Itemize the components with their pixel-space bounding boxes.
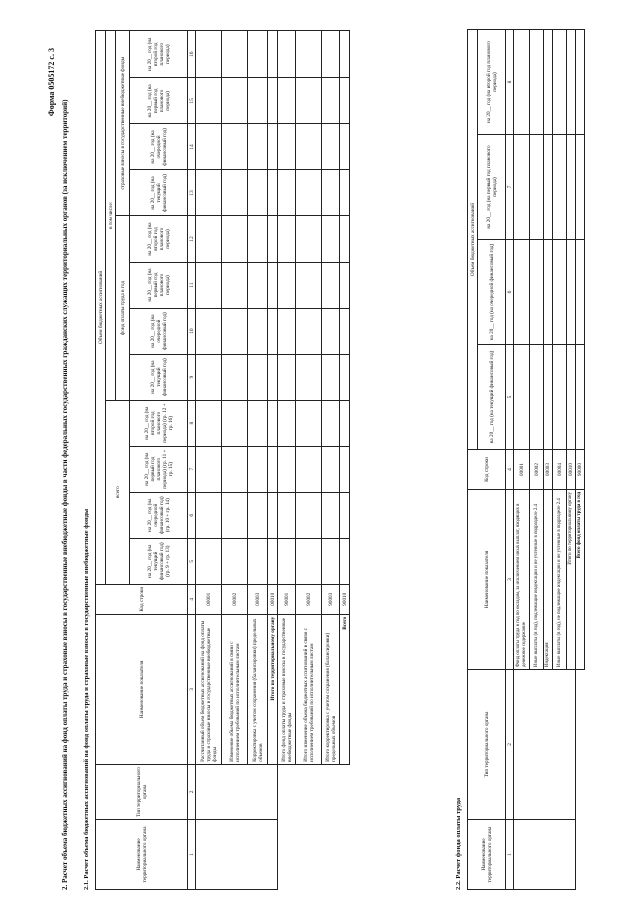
table-row: Изменение объема бюджетных ассигнований в связи с исполнением требований по исполнительным листам 00002 (222, 31, 248, 890)
header-incl: в том числе: (106, 31, 116, 401)
rotated-form (45, 30, 605, 890)
t2-header-type: Тип территориального органа (468, 670, 506, 820)
header-year-next: на 20__ год (на очередной финансовый год) (гр. 10 + гр. 14) (130, 492, 188, 538)
header-volume: Объем бюджетных ассигнований (96, 31, 106, 585)
table-row: Итого по территориальному органу 00010 (268, 31, 278, 890)
t2-header-year-first: на 20__ год (на первый год планового периода) (478, 135, 506, 240)
t2-header-volume: Объем бюджетных ассигнований (468, 29, 478, 449)
table-row: Всего 90010 (340, 31, 350, 890)
table-row: Индексация 00003 (544, 29, 553, 889)
table-row: Иные выплаты (в год), подлежащие индексации и не учтенные в подразделе 2.4 00002 (530, 29, 544, 889)
header-fot-cur: на 20__ год (на текущий финансовый год) (130, 354, 188, 400)
table-row: Итого изменение объема бюджетных ассигнований в связи с исполнением требований по исполнительным листам 90002 (296, 31, 322, 890)
t2-header-name: Наименование территориального органа (468, 820, 506, 890)
table-payroll-fund (467, 29, 585, 890)
section-1-title: 2. Расчет объема бюджетных ассигнований на фонд оплаты труда и страховые взносы в государственные внебюджетные фонды в части федеральных государственных гражданских служащих территориальных органов (за исключением территорий) (61, 99, 69, 890)
table-row: Корректировка с учетом сохранения (балансировки) предельных объемов 00003 (248, 31, 268, 890)
t2-header-code: Код строки (468, 450, 506, 490)
column-numbers-row: 1 2 3 4 5 6 7 8 9 10 11 12 13 14 15 16 (188, 31, 196, 890)
header-code: Код строки (96, 584, 188, 614)
t2-header-indicator: Наименование показателя (468, 490, 506, 670)
table-row: Фонд оплаты труда в год по окладам, за исключением иных выплат, входящих в денежное содержание 00001 (514, 29, 530, 889)
header-ins-first: на 20__ год (на первый год планового периода) (130, 78, 188, 124)
table-row: Иные выплаты (в год), не подлежащие индексации и не учтенные в подразделе 2.4 00004 (553, 29, 567, 889)
header-ins-cur: на 20__ год (на текущий финансовый год) (130, 170, 188, 216)
header-name: Наименование территориального органа (96, 819, 188, 889)
header-fot: фонд оплаты труда в год (116, 216, 130, 400)
header-fot-second: на 20__ год (на второй год планового периода) (130, 216, 188, 262)
form-code: Форма 0505172 с. 3 (47, 48, 56, 117)
header-year-cur: на 20__ год (на текущий финансовый год) (гр. 9 + гр. 13) (130, 538, 188, 584)
t2-header-year-next: на 20__ год (на очередной финансовый год) (478, 240, 506, 345)
header-ins-next: на 20__ год (на очередной финансовый год) (130, 124, 188, 170)
header-ins-second: на 20__ год (на второй год планового периода) (130, 31, 188, 78)
header-year-first: на 20__ год (на первый год планового периода) (гр. 11 + гр. 15) (130, 446, 188, 492)
header-fot-next: на 20__ год (на очередной финансовый год) (130, 308, 188, 354)
header-fot-first: на 20__ год (на первый год планового периода) (130, 262, 188, 308)
table-row: Рассчитанный объем бюджетных ассигнований на фонд оплаты труда и страховые взносы в государственные внебюджетные фонды 00001 (196, 31, 222, 890)
header-total: всего (106, 400, 130, 584)
header-insurance: страховые взносы в государственные внебюджетные фонды (116, 31, 130, 216)
t2-header-year-second: на 20__ год (на второй год планового периода) (478, 29, 506, 134)
table-row: Всего фонд оплаты труда в год 90000 (576, 29, 585, 889)
t2-column-numbers-row: 1 2 3 4 5 6 7 8 (506, 29, 514, 889)
section-2-1-title: 2.1. Расчет объема бюджетных ассигнований на фонд оплаты труда и страховые взносы в государственные внебюджетные фонды (83, 508, 90, 890)
table-row: Итого корректировка с учетом сохранения (балансировки) предельных объемов 90003 (322, 31, 340, 890)
table-budget-allocation (95, 30, 350, 890)
header-indicator: Наименование показателя (96, 614, 188, 764)
header-year-second: на 20__ год (на второй год планового периода) (гр. 12 + гр. 16) (130, 400, 188, 446)
t2-header-year-cur: на 20__ год (на текущий финансовый год) (478, 345, 506, 450)
header-type: Тип территориального органа (96, 764, 188, 819)
table-row: Итого фонд оплаты труда и страховые взносы в государственные внебюджетные фонды 90001 (278, 31, 296, 890)
section-2-2-title: 2.2. Расчет фонда оплаты труда (455, 797, 462, 890)
table-row: Итого по территориальному органу 00010 (567, 29, 576, 889)
